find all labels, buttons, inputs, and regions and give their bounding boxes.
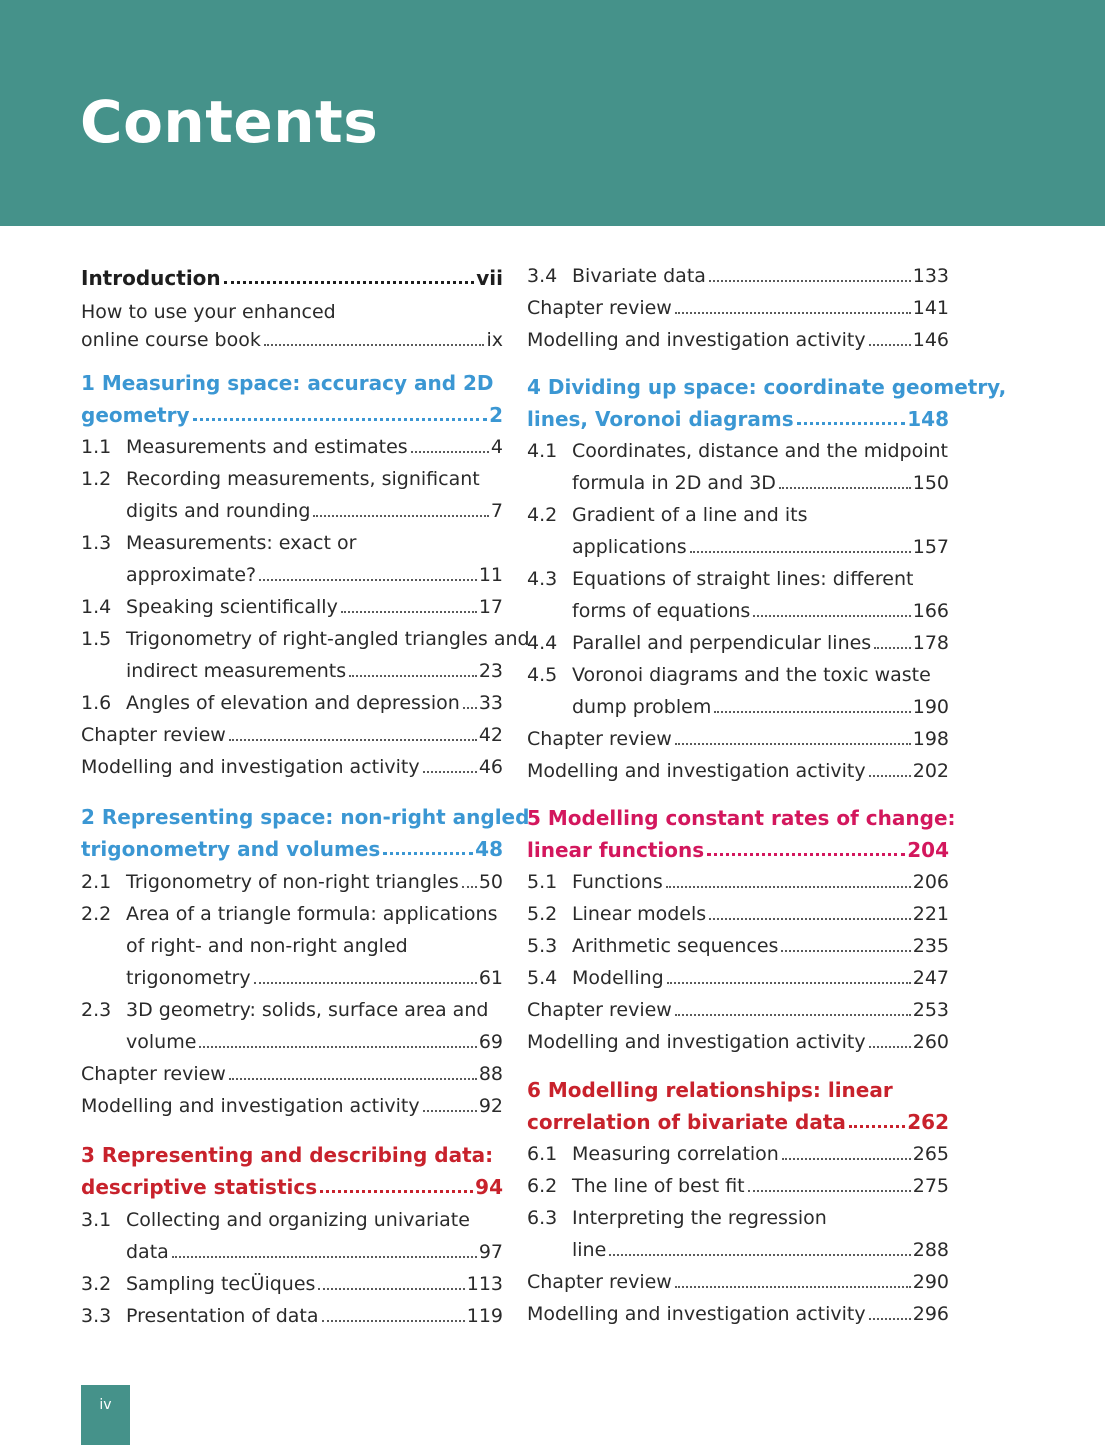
- toc-entry-howto-line2[interactable]: online course book ix: [81, 329, 503, 351]
- toc-entry-4-5-line2[interactable]: dump problem 190: [572, 696, 949, 718]
- toc-entry-ch4-activity[interactable]: Modelling and investigation activity 202: [527, 760, 949, 782]
- toc-entry-4-3-line2[interactable]: forms of equations 166: [572, 600, 949, 622]
- chapter-4-heading[interactable]: 4 Dividing up space: coordinate geometry,: [527, 375, 1007, 399]
- chapter-6-heading-line2[interactable]: correlation of bivariate data 262: [527, 1110, 949, 1134]
- toc-entry-ch3-review[interactable]: Chapter review 141: [527, 297, 949, 319]
- page-title: Contents: [80, 88, 379, 156]
- toc-entry-ch3-activity[interactable]: Modelling and investigation activity 146: [527, 329, 949, 351]
- toc-entry-3-2[interactable]: 3.2 Sampling tecÜiques 113: [81, 1273, 503, 1295]
- toc-entry-4-1-line2[interactable]: formula in 2D and 3D 150: [572, 472, 949, 494]
- page-number-tab: [81, 1385, 130, 1445]
- toc-entry-1-3[interactable]: 1.3 Measurements: exact or: [81, 532, 357, 554]
- toc-entry-1-2[interactable]: 1.2 Recording measurements, significant: [81, 468, 480, 490]
- toc-entry-ch2-activity[interactable]: Modelling and investigation activity 92: [81, 1095, 503, 1117]
- toc-entry-1-5-line2[interactable]: indirect measurements 23: [126, 660, 503, 682]
- toc-entry-3-3[interactable]: 3.3 Presentation of data 119: [81, 1305, 503, 1327]
- toc-entry-4-5[interactable]: 4.5 Voronoi diagrams and the toxic waste: [527, 664, 931, 686]
- toc-entry-1-5[interactable]: 1.5 Trigonometry of right-angled triangles and: [81, 628, 530, 650]
- page-number: iv: [99, 1397, 112, 1413]
- toc-entry-ch5-review[interactable]: Chapter review 253: [527, 999, 949, 1021]
- toc-entry-2-3[interactable]: 2.3 3D geometry: solids, surface area and: [81, 999, 489, 1021]
- toc-entry-6-3-line2[interactable]: line 288: [572, 1239, 949, 1261]
- contents-banner: [0, 0, 1105, 226]
- toc-entry-ch4-review[interactable]: Chapter review 198: [527, 728, 949, 750]
- chapter-1-heading[interactable]: 1 Measuring space: accuracy and 2D: [81, 371, 494, 395]
- toc-entry-2-3-line2[interactable]: volume 69: [126, 1031, 503, 1053]
- toc-entry-3-1[interactable]: 3.1 Collecting and organizing univariate: [81, 1209, 470, 1231]
- toc-entry-4-4[interactable]: 4.4 Parallel and perpendicular lines 178: [527, 632, 949, 654]
- chapter-2-heading[interactable]: 2 Representing space: non-right angled: [81, 805, 530, 829]
- toc-entry-ch1-review[interactable]: Chapter review 42: [81, 724, 503, 746]
- toc-entry-6-3[interactable]: 6.3 Interpreting the regression: [527, 1207, 827, 1229]
- toc-entry-6-2[interactable]: 6.2 The line of best fit 275: [527, 1175, 949, 1197]
- chapter-3-heading[interactable]: 3 Representing and describing data:: [81, 1143, 494, 1167]
- toc-entry-6-1[interactable]: 6.1 Measuring correlation 265: [527, 1143, 949, 1165]
- toc-entry-1-2-line2[interactable]: digits and rounding 7: [126, 500, 503, 522]
- toc-entry-5-4[interactable]: 5.4 Modelling 247: [527, 967, 949, 989]
- toc-entry-ch2-review[interactable]: Chapter review 88: [81, 1063, 503, 1085]
- toc-entry-1-6[interactable]: 1.6 Angles of elevation and depression 33: [81, 692, 503, 714]
- toc-entry-1-1[interactable]: 1.1 Measurements and estimates 4: [81, 436, 503, 458]
- toc-entry-1-4[interactable]: 1.4 Speaking scientifically 17: [81, 596, 503, 618]
- toc-entry-5-3[interactable]: 5.3 Arithmetic sequences 235: [527, 935, 949, 957]
- chapter-5-heading[interactable]: 5 Modelling constant rates of change:: [527, 806, 956, 830]
- toc-entry-4-3[interactable]: 4.3 Equations of straight lines: different: [527, 568, 914, 590]
- chapter-3-heading-line2[interactable]: descriptive statistics 94: [81, 1175, 503, 1199]
- chapter-2-heading-line2[interactable]: trigonometry and volumes 48: [81, 837, 503, 861]
- toc-entry-1-3-line2[interactable]: approximate? 11: [126, 564, 503, 586]
- toc-entry-4-2[interactable]: 4.2 Gradient of a line and its: [527, 504, 808, 526]
- toc-entry-ch5-activity[interactable]: Modelling and investigation activity 260: [527, 1031, 949, 1053]
- toc-entry-ch1-activity[interactable]: Modelling and investigation activity 46: [81, 756, 503, 778]
- toc-entry-3-1-line2[interactable]: data 97: [126, 1241, 503, 1263]
- chapter-5-heading-line2[interactable]: linear functions 204: [527, 838, 949, 862]
- toc-entry-5-1[interactable]: 5.1 Functions 206: [527, 871, 949, 893]
- chapter-6-heading[interactable]: 6 Modelling relationships: linear: [527, 1078, 893, 1102]
- toc-entry-3-4[interactable]: 3.4 Bivariate data 133: [527, 265, 949, 287]
- toc-entry-5-2[interactable]: 5.2 Linear models 221: [527, 903, 949, 925]
- toc-entry-2-2-line3[interactable]: trigonometry 61: [126, 967, 503, 989]
- toc-entry-introduction[interactable]: Introduction vii: [81, 266, 503, 290]
- toc-entry-ch6-activity[interactable]: Modelling and investigation activity 296: [527, 1303, 949, 1325]
- toc-entry-howto-line1[interactable]: How to use your enhanced: [81, 301, 336, 323]
- toc-entry-ch6-review[interactable]: Chapter review 290: [527, 1271, 949, 1293]
- toc-entry-4-1[interactable]: 4.1 Coordinates, distance and the midpoint: [527, 440, 948, 462]
- toc-entry-2-1[interactable]: 2.1 Trigonometry of non-right triangles 50: [81, 871, 503, 893]
- chapter-4-heading-line2[interactable]: lines, Voronoi diagrams 148: [527, 407, 949, 431]
- chapter-1-heading-line2[interactable]: geometry 2: [81, 403, 503, 427]
- toc-entry-2-2[interactable]: 2.2 Area of a triangle formula: applications: [81, 903, 498, 925]
- toc-entry-4-2-line2[interactable]: applications 157: [572, 536, 949, 558]
- toc-entry-2-2-line2[interactable]: of right- and non-right angled: [126, 935, 408, 957]
